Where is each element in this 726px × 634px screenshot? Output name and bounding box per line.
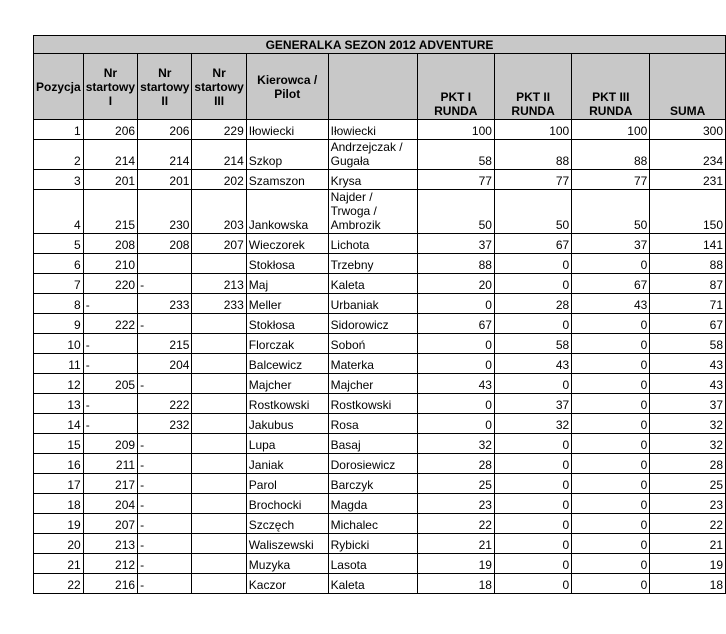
cell-copilot: Soboń	[328, 334, 417, 354]
cell-copilot: Iłowiecki	[328, 120, 417, 140]
cell-start-number-2: -	[138, 454, 192, 474]
cell-points-round-3: 88	[572, 140, 650, 170]
table-row	[34, 354, 726, 374]
cell-start-number-1: 208	[83, 234, 137, 254]
cell-start-number-2: 215	[138, 334, 192, 354]
cell-start-number-2: -	[138, 494, 192, 514]
cell-points-round-1: 0	[417, 294, 494, 314]
cell-points-round-3: 0	[572, 414, 650, 434]
cell-driver: Janiak	[246, 454, 328, 474]
cell-points-round-3: 0	[572, 494, 650, 514]
cell-points-round-2: 0	[494, 534, 571, 554]
cell-position: 4	[34, 190, 84, 234]
cell-copilot: Magda	[328, 494, 417, 514]
cell-points-round-2: 0	[494, 454, 571, 474]
cell-driver: Stokłosa	[246, 314, 328, 334]
cell-start-number-2: 201	[138, 170, 192, 190]
table-row	[34, 554, 726, 574]
cell-points-round-2: 50	[494, 190, 571, 234]
cell-sum: 25	[650, 474, 726, 494]
cell-sum: 58	[650, 334, 726, 354]
cell-start-number-3: 202	[192, 170, 246, 190]
cell-points-round-3: 0	[572, 314, 650, 334]
cell-points-round-2: 28	[494, 294, 571, 314]
cell-sum: 43	[650, 374, 726, 394]
cell-copilot: Rostkowski	[328, 394, 417, 414]
cell-driver: Szczęch	[246, 514, 328, 534]
cell-points-round-1: 19	[417, 554, 494, 574]
cell-start-number-2: -	[138, 474, 192, 494]
cell-position: 13	[34, 394, 84, 414]
cell-points-round-3: 0	[572, 334, 650, 354]
table-row	[34, 534, 726, 554]
cell-start-number-2: 204	[138, 354, 192, 374]
cell-start-number-3	[192, 554, 246, 574]
header-points-round-1: PKT I RUNDA	[417, 54, 494, 120]
cell-points-round-2: 37	[494, 394, 571, 414]
header-sum: SUMA	[650, 54, 726, 120]
cell-points-round-1: 21	[417, 534, 494, 554]
cell-sum: 71	[650, 294, 726, 314]
cell-start-number-2: 206	[138, 120, 192, 140]
cell-position: 14	[34, 414, 84, 434]
cell-sum: 141	[650, 234, 726, 254]
header-start-number-3: Nr startowy III	[192, 54, 246, 120]
cell-sum: 22	[650, 514, 726, 534]
cell-copilot: Dorosiewicz	[328, 454, 417, 474]
cell-position: 19	[34, 514, 84, 534]
cell-position: 18	[34, 494, 84, 514]
cell-start-number-1: -	[83, 334, 137, 354]
cell-start-number-2: -	[138, 274, 192, 294]
cell-start-number-2: 232	[138, 414, 192, 434]
cell-start-number-2: -	[138, 554, 192, 574]
cell-start-number-1: 217	[83, 474, 137, 494]
cell-start-number-1: 209	[83, 434, 137, 454]
cell-sum: 87	[650, 274, 726, 294]
cell-points-round-3: 77	[572, 170, 650, 190]
cell-copilot: Barczyk	[328, 474, 417, 494]
cell-sum: 300	[650, 120, 726, 140]
cell-driver: Waliszewski	[246, 534, 328, 554]
header-start-number-1: Nr startowy I	[83, 54, 137, 120]
table-row	[34, 574, 726, 594]
cell-points-round-2: 0	[494, 274, 571, 294]
cell-driver: Szamszon	[246, 170, 328, 190]
table-row	[34, 494, 726, 514]
cell-points-round-2: 0	[494, 314, 571, 334]
cell-driver: Rostkowski	[246, 394, 328, 414]
cell-start-number-3: 233	[192, 294, 246, 314]
table-row	[34, 474, 726, 494]
cell-position: 16	[34, 454, 84, 474]
header-start-number-2: Nr startowy II	[138, 54, 192, 120]
cell-start-number-2: -	[138, 374, 192, 394]
cell-points-round-3: 43	[572, 294, 650, 314]
header-points-round-3: PKT III RUNDA	[572, 54, 650, 120]
cell-driver: Wieczorek	[246, 234, 328, 254]
cell-driver: Kaczor	[246, 574, 328, 594]
cell-driver: Szkop	[246, 140, 328, 170]
cell-copilot: Majcher	[328, 374, 417, 394]
cell-points-round-1: 25	[417, 474, 494, 494]
cell-points-round-3: 0	[572, 394, 650, 414]
cell-points-round-1: 22	[417, 514, 494, 534]
cell-start-number-1: -	[83, 394, 137, 414]
cell-position: 10	[34, 334, 84, 354]
cell-points-round-2: 0	[494, 434, 571, 454]
cell-sum: 32	[650, 434, 726, 454]
cell-points-round-1: 88	[417, 254, 494, 274]
cell-points-round-2: 0	[494, 474, 571, 494]
cell-position: 17	[34, 474, 84, 494]
cell-start-number-3	[192, 534, 246, 554]
cell-start-number-1: -	[83, 354, 137, 374]
cell-points-round-3: 0	[572, 454, 650, 474]
cell-copilot: Trzebny	[328, 254, 417, 274]
cell-copilot: Sidorowicz	[328, 314, 417, 334]
cell-points-round-3: 0	[572, 574, 650, 594]
cell-sum: 231	[650, 170, 726, 190]
cell-start-number-2: -	[138, 534, 192, 554]
cell-points-round-3: 100	[572, 120, 650, 140]
cell-position: 11	[34, 354, 84, 374]
cell-points-round-1: 43	[417, 374, 494, 394]
cell-position: 5	[34, 234, 84, 254]
cell-start-number-3: 229	[192, 120, 246, 140]
cell-points-round-1: 77	[417, 170, 494, 190]
cell-start-number-3	[192, 354, 246, 374]
cell-position: 2	[34, 140, 84, 170]
cell-start-number-1: 213	[83, 534, 137, 554]
table-title: GENERALKA SEZON 2012 ADVENTURE	[34, 36, 726, 54]
cell-position: 8	[34, 294, 84, 314]
cell-sum: 18	[650, 574, 726, 594]
cell-points-round-3: 0	[572, 354, 650, 374]
cell-position: 9	[34, 314, 84, 334]
table-row	[34, 414, 726, 434]
cell-points-round-3: 37	[572, 234, 650, 254]
cell-start-number-2: 222	[138, 394, 192, 414]
cell-start-number-3: 214	[192, 140, 246, 170]
cell-position: 12	[34, 374, 84, 394]
cell-copilot: Krysa	[328, 170, 417, 190]
cell-points-round-1: 0	[417, 414, 494, 434]
cell-sum: 23	[650, 494, 726, 514]
cell-driver: Brochocki	[246, 494, 328, 514]
cell-points-round-1: 28	[417, 454, 494, 474]
cell-points-round-2: 0	[494, 514, 571, 534]
cell-driver: Iłowiecki	[246, 120, 328, 140]
cell-copilot: Michalec	[328, 514, 417, 534]
cell-start-number-1: 211	[83, 454, 137, 474]
cell-start-number-1: 222	[83, 314, 137, 334]
cell-points-round-1: 58	[417, 140, 494, 170]
cell-points-round-1: 67	[417, 314, 494, 334]
cell-copilot: Rosa	[328, 414, 417, 434]
cell-sum: 88	[650, 254, 726, 274]
cell-points-round-2: 0	[494, 554, 571, 574]
cell-start-number-2: -	[138, 314, 192, 334]
table-row	[34, 454, 726, 474]
cell-points-round-1: 20	[417, 274, 494, 294]
cell-points-round-3: 0	[572, 514, 650, 534]
cell-driver: Jakubus	[246, 414, 328, 434]
table-row	[34, 254, 726, 274]
cell-position: 7	[34, 274, 84, 294]
cell-points-round-1: 50	[417, 190, 494, 234]
table-row	[34, 234, 726, 254]
cell-driver: Jankowska	[246, 190, 328, 234]
cell-driver: Meller	[246, 294, 328, 314]
cell-start-number-3	[192, 394, 246, 414]
cell-start-number-1: 210	[83, 254, 137, 274]
cell-driver: Majcher	[246, 374, 328, 394]
cell-start-number-3: 207	[192, 234, 246, 254]
cell-driver: Maj	[246, 274, 328, 294]
cell-copilot: Kaleta	[328, 574, 417, 594]
cell-start-number-2: 233	[138, 294, 192, 314]
cell-points-round-1: 32	[417, 434, 494, 454]
cell-sum: 19	[650, 554, 726, 574]
cell-points-round-2: 43	[494, 354, 571, 374]
cell-points-round-2: 0	[494, 374, 571, 394]
cell-points-round-2: 77	[494, 170, 571, 190]
cell-position: 15	[34, 434, 84, 454]
cell-start-number-1: 212	[83, 554, 137, 574]
cell-points-round-3: 0	[572, 254, 650, 274]
cell-start-number-1: 206	[83, 120, 137, 140]
table-row	[34, 394, 726, 414]
cell-sum: 150	[650, 190, 726, 234]
cell-sum: 28	[650, 454, 726, 474]
cell-sum: 234	[650, 140, 726, 170]
cell-start-number-2: 214	[138, 140, 192, 170]
cell-points-round-1: 100	[417, 120, 494, 140]
cell-start-number-1: 214	[83, 140, 137, 170]
cell-start-number-3	[192, 374, 246, 394]
cell-points-round-2: 32	[494, 414, 571, 434]
cell-points-round-3: 0	[572, 554, 650, 574]
cell-position: 3	[34, 170, 84, 190]
header-copilot	[328, 54, 417, 120]
cell-start-number-2: -	[138, 514, 192, 534]
cell-points-round-2: 0	[494, 574, 571, 594]
cell-points-round-2: 0	[494, 254, 571, 274]
cell-start-number-3	[192, 574, 246, 594]
cell-position: 20	[34, 534, 84, 554]
cell-start-number-3	[192, 494, 246, 514]
cell-start-number-3: 203	[192, 190, 246, 234]
cell-points-round-3: 0	[572, 434, 650, 454]
cell-start-number-3	[192, 434, 246, 454]
table-row	[34, 334, 726, 354]
table-row	[34, 374, 726, 394]
header-driver: Kierowca / Pilot	[246, 54, 328, 120]
cell-points-round-3: 0	[572, 474, 650, 494]
table-row	[34, 434, 726, 454]
cell-start-number-2: -	[138, 434, 192, 454]
table-row	[34, 314, 726, 334]
cell-start-number-3: 213	[192, 274, 246, 294]
table-row	[34, 120, 726, 140]
cell-start-number-1: 216	[83, 574, 137, 594]
cell-points-round-2: 67	[494, 234, 571, 254]
cell-points-round-1: 0	[417, 334, 494, 354]
cell-points-round-1: 0	[417, 354, 494, 374]
cell-start-number-1: 204	[83, 494, 137, 514]
cell-copilot: Andrzejczak / Gugała	[328, 140, 417, 170]
cell-sum: 32	[650, 414, 726, 434]
cell-points-round-1: 37	[417, 234, 494, 254]
cell-points-round-3: 0	[572, 534, 650, 554]
cell-copilot: Lichota	[328, 234, 417, 254]
cell-points-round-1: 23	[417, 494, 494, 514]
cell-position: 1	[34, 120, 84, 140]
cell-points-round-3: 50	[572, 190, 650, 234]
cell-copilot: Najder / Trwoga / Ambrozik	[328, 190, 417, 234]
cell-sum: 37	[650, 394, 726, 414]
cell-points-round-2: 100	[494, 120, 571, 140]
cell-copilot: Lasota	[328, 554, 417, 574]
standings-rows	[34, 120, 726, 594]
cell-start-number-3	[192, 454, 246, 474]
cell-sum: 21	[650, 534, 726, 554]
table-row	[34, 514, 726, 534]
cell-sum: 67	[650, 314, 726, 334]
cell-copilot: Materka	[328, 354, 417, 374]
cell-driver: Parol	[246, 474, 328, 494]
cell-driver: Muzyka	[246, 554, 328, 574]
cell-points-round-1: 18	[417, 574, 494, 594]
cell-copilot: Rybicki	[328, 534, 417, 554]
table-row	[34, 294, 726, 314]
table-row	[34, 170, 726, 190]
cell-start-number-1: 220	[83, 274, 137, 294]
cell-position: 22	[34, 574, 84, 594]
cell-start-number-1: -	[83, 414, 137, 434]
cell-driver: Stokłosa	[246, 254, 328, 274]
cell-copilot: Kaleta	[328, 274, 417, 294]
cell-start-number-3	[192, 254, 246, 274]
cell-start-number-3	[192, 514, 246, 534]
cell-points-round-2: 88	[494, 140, 571, 170]
cell-points-round-2: 0	[494, 494, 571, 514]
cell-copilot: Urbaniak	[328, 294, 417, 314]
cell-start-number-2: -	[138, 574, 192, 594]
table-row	[34, 274, 726, 294]
cell-driver: Florczak	[246, 334, 328, 354]
standings-table	[33, 35, 726, 594]
cell-start-number-2: 208	[138, 234, 192, 254]
header-points-round-2: PKT II RUNDA	[494, 54, 571, 120]
cell-sum: 43	[650, 354, 726, 374]
cell-start-number-1: 205	[83, 374, 137, 394]
cell-start-number-3	[192, 414, 246, 434]
cell-driver: Lupa	[246, 434, 328, 454]
cell-driver: Balcewicz	[246, 354, 328, 374]
cell-position: 6	[34, 254, 84, 274]
header-position: Pozycja	[34, 54, 84, 120]
cell-start-number-3	[192, 314, 246, 334]
cell-start-number-2	[138, 254, 192, 274]
cell-position: 21	[34, 554, 84, 574]
cell-start-number-1: 215	[83, 190, 137, 234]
cell-points-round-3: 67	[572, 274, 650, 294]
cell-start-number-3	[192, 334, 246, 354]
cell-points-round-3: 0	[572, 374, 650, 394]
table-row	[34, 140, 726, 170]
cell-start-number-1: 201	[83, 170, 137, 190]
cell-points-round-1: 0	[417, 394, 494, 414]
cell-start-number-3	[192, 474, 246, 494]
cell-start-number-1: 207	[83, 514, 137, 534]
cell-points-round-2: 58	[494, 334, 571, 354]
cell-start-number-1: -	[83, 294, 137, 314]
cell-copilot: Basaj	[328, 434, 417, 454]
cell-start-number-2: 230	[138, 190, 192, 234]
table-row	[34, 190, 726, 234]
